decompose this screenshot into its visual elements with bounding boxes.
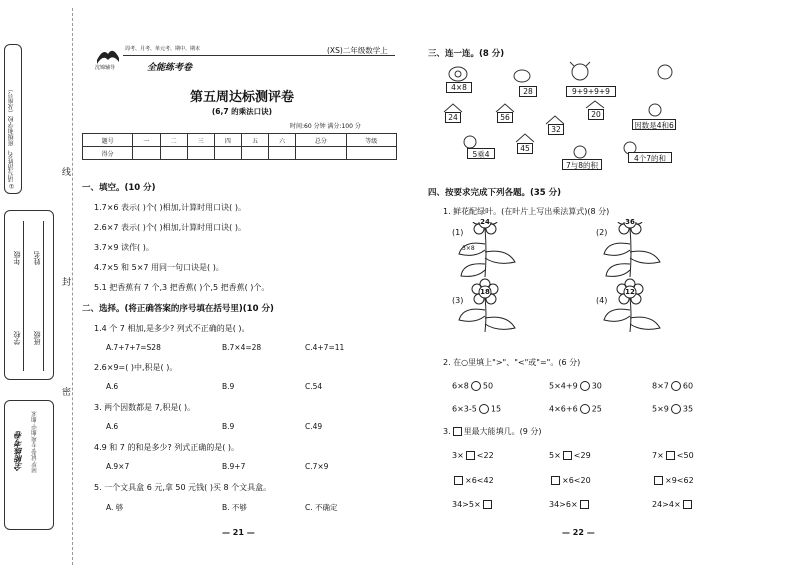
flower-4-label: (4) bbox=[596, 296, 608, 305]
brand-side-text: 全能练考卷 bbox=[14, 431, 23, 471]
leaf-icon bbox=[606, 264, 630, 277]
bird-icon bbox=[658, 65, 672, 79]
fill-box[interactable] bbox=[580, 500, 589, 509]
compare-circle[interactable] bbox=[479, 404, 489, 414]
fill-box[interactable] bbox=[683, 500, 692, 509]
header-tagline: 周考、月考、单元考、期中、期末 bbox=[125, 46, 201, 52]
choice-option-c[interactable]: C.54 bbox=[305, 382, 323, 391]
match-house-56[interactable]: 56 bbox=[497, 112, 513, 123]
q4-1-stem: 1. 鲜花配绿叶。(在叶片上写出乘法算式)(8 分) bbox=[443, 207, 610, 216]
choice-option-c[interactable]: C. 不确定 bbox=[305, 503, 338, 512]
fill-item: 34>6× bbox=[549, 500, 591, 509]
fill-item: ×6<42 bbox=[452, 476, 494, 485]
section-4-heading: 四、按要求完成下列各题。(35 分) bbox=[428, 188, 562, 198]
leaf-icon bbox=[630, 317, 660, 329]
flower-1-value: 24 bbox=[480, 218, 490, 226]
choice-question-4: 4.9 和 7 的和是多少? 列式正确的是( )。 bbox=[94, 443, 240, 452]
duck-icon bbox=[464, 136, 476, 148]
score-cell[interactable] bbox=[296, 147, 346, 160]
match-house-24[interactable]: 24 bbox=[445, 112, 461, 123]
square-icon bbox=[453, 427, 462, 436]
choice-option-c[interactable]: C.7×9 bbox=[305, 462, 329, 471]
leaf-icon bbox=[459, 309, 485, 321]
student-info-box bbox=[4, 210, 54, 380]
match-card-factors[interactable]: 因数是4和6 bbox=[632, 119, 676, 130]
score-header-cell: 等级 bbox=[346, 134, 396, 147]
flower-3 bbox=[459, 279, 515, 332]
score-row-label: 得分 bbox=[83, 147, 133, 160]
score-header-cell: 总分 bbox=[296, 134, 346, 147]
fill-item: 34>5× bbox=[452, 500, 494, 509]
choice-option-c[interactable]: C.49 bbox=[305, 422, 323, 431]
score-cell[interactable] bbox=[133, 147, 160, 160]
fill-question-5: 5.1 把香蕉有 7 个,3 把香蕉( )个,5 把香蕉( )个。 bbox=[94, 283, 270, 292]
house-roof-icon bbox=[496, 104, 514, 112]
score-header-cell: 六 bbox=[269, 134, 296, 147]
score-table bbox=[82, 133, 397, 160]
leaf-icon bbox=[485, 317, 515, 329]
fill-box[interactable] bbox=[483, 500, 492, 509]
grade-label: 年级 bbox=[13, 251, 21, 265]
choice-option-b[interactable]: B.9 bbox=[222, 422, 235, 431]
header-brand: 全能练考卷 bbox=[147, 63, 193, 73]
choice-option-a[interactable]: A.6 bbox=[106, 422, 119, 431]
school-label: 学校 bbox=[13, 331, 21, 345]
tagline-side-text: 同步·试卷·专项·期中·期末 bbox=[32, 411, 38, 473]
match-card-top-2[interactable]: 28 bbox=[519, 86, 537, 97]
choice-option-a[interactable]: A.6 bbox=[106, 382, 119, 391]
chick-icon bbox=[514, 70, 530, 82]
house-roof-icon bbox=[516, 134, 534, 142]
score-header-cell: 四 bbox=[214, 134, 241, 147]
binding-dash-line bbox=[72, 8, 73, 565]
sidebar bbox=[0, 0, 72, 573]
match-card-bottom-1[interactable]: 5乘4 bbox=[467, 148, 495, 159]
fill-item: ×9<62 bbox=[652, 476, 694, 485]
section-2-heading: 二、选择。(将正确答案的序号填在括号里)(10 分) bbox=[82, 304, 274, 314]
choice-question-5: 5. 一个文具盒 6 元,拿 50 元钱( )买 8 个文具盒。 bbox=[94, 483, 272, 492]
choice-option-a[interactable]: A.7+7+7=S28 bbox=[106, 343, 161, 352]
class-field-line[interactable] bbox=[43, 221, 44, 371]
compare-circle[interactable] bbox=[671, 381, 681, 391]
section-1-heading: 一、填空。(10 分) bbox=[82, 183, 156, 193]
section-3-heading: 三、连一连。(8 分) bbox=[428, 49, 505, 59]
flower-4-value: 12 bbox=[625, 288, 635, 296]
fill-box[interactable] bbox=[666, 451, 675, 460]
choice-option-b[interactable]: B. 不够 bbox=[222, 503, 247, 512]
leaf-icon bbox=[461, 264, 485, 277]
flower-1-leaf-answer[interactable]: 3×8 bbox=[462, 245, 475, 252]
flower-2-value: 36 bbox=[625, 218, 635, 226]
fill-box[interactable] bbox=[454, 476, 463, 485]
dog-icon bbox=[572, 64, 588, 80]
compare-item: 8×7 60 bbox=[652, 381, 694, 391]
score-header-cell: 二 bbox=[160, 134, 187, 147]
brand-side-box bbox=[4, 400, 54, 530]
header bbox=[95, 44, 395, 73]
compare-circle[interactable] bbox=[471, 381, 481, 391]
fill-box[interactable] bbox=[563, 451, 572, 460]
leaf-icon bbox=[604, 243, 630, 255]
class-label: 班级 bbox=[33, 331, 41, 345]
compare-item: 6×3-5 15 bbox=[452, 404, 502, 414]
time-info: 时间:60 分钟 满分:100 分 bbox=[290, 123, 361, 130]
snail-icon bbox=[449, 67, 467, 81]
match-card-bottom-3[interactable]: 4个7的和 bbox=[628, 152, 672, 163]
fill-item: ×6<20 bbox=[549, 476, 591, 485]
fill-box[interactable] bbox=[654, 476, 663, 485]
choice-option-b[interactable]: B.7×4=28 bbox=[222, 343, 262, 352]
instructions-text: ①请写清姓名、班级和学校（及座号） bbox=[8, 86, 15, 189]
choice-option-b[interactable]: B.9 bbox=[222, 382, 235, 391]
fill-question-4: 4.7×5 和 5×7 用同一句口诀是( )。 bbox=[94, 263, 224, 272]
match-card-bottom-2[interactable]: 7与8的积 bbox=[562, 159, 602, 170]
logo-text: 沈锦辅导 bbox=[95, 65, 116, 71]
page-title: 第五周达标测评卷 bbox=[189, 90, 294, 105]
school-field-line[interactable] bbox=[23, 221, 24, 371]
house-roof-icon bbox=[546, 116, 564, 124]
choice-question-2: 2.6×9=( )中,积是( )。 bbox=[94, 363, 178, 372]
score-cell[interactable] bbox=[160, 147, 187, 160]
compare-item: 5×9 35 bbox=[652, 404, 694, 414]
flowers-illustration bbox=[455, 222, 755, 352]
house-roof-icon bbox=[586, 101, 604, 108]
fill-item: 5× <29 bbox=[549, 451, 591, 460]
score-header-cell: 题号 bbox=[83, 134, 133, 147]
rabbit-icon bbox=[649, 104, 661, 116]
compare-circle[interactable] bbox=[580, 404, 590, 414]
match-house-45[interactable]: 45 bbox=[517, 143, 533, 154]
match-card-top-1[interactable]: 4×8 bbox=[446, 82, 472, 93]
houses-illustration bbox=[440, 100, 680, 180]
match-house-32[interactable]: 32 bbox=[548, 124, 564, 135]
instructions-box bbox=[4, 44, 22, 194]
fill-box[interactable] bbox=[466, 451, 475, 460]
choice-option-a[interactable]: A. 够 bbox=[106, 503, 124, 512]
score-cell[interactable] bbox=[346, 147, 396, 160]
leaf-icon bbox=[630, 251, 660, 263]
compare-item: 4×6+6 25 bbox=[549, 404, 602, 414]
page-number-left: — 21 — bbox=[222, 528, 255, 537]
score-cell[interactable] bbox=[187, 147, 214, 160]
choice-question-1: 1.4 个 7 相加,是多少? 列式不正确的是( )。 bbox=[94, 324, 250, 333]
score-cell[interactable] bbox=[214, 147, 241, 160]
binding-char-1: 线 bbox=[62, 168, 72, 178]
fill-item: 24>4× bbox=[652, 500, 694, 509]
q4-3-stem: 3. 里最大能填几。(9 分) bbox=[443, 427, 542, 436]
flower-2-label: (2) bbox=[596, 228, 608, 237]
house-roof-icon bbox=[444, 104, 462, 112]
compare-circle[interactable] bbox=[671, 404, 681, 414]
fill-question-2: 2.6×7 表示( )个( )相加,计算时用口诀( )。 bbox=[94, 223, 246, 232]
choice-question-3: 3. 两个因数都是 7,积是( )。 bbox=[94, 403, 196, 412]
animals-top-illustration bbox=[440, 60, 700, 88]
fill-box[interactable] bbox=[551, 476, 560, 485]
score-header-cell: 三 bbox=[187, 134, 214, 147]
score-header-cell: 五 bbox=[241, 134, 268, 147]
fill-item: 7× <50 bbox=[652, 451, 694, 460]
compare-item: 6×8 50 bbox=[452, 381, 494, 391]
binding-char-2: 封 bbox=[62, 278, 72, 288]
match-card-top-3[interactable]: 9+9+9+9 bbox=[566, 86, 616, 97]
page-subtitle: (6,7 的乘法口诀) bbox=[211, 107, 273, 116]
course-label: (XS)二年级数学上 bbox=[327, 46, 388, 55]
fill-question-3: 3.7×9 读作( )。 bbox=[94, 243, 154, 252]
compare-circle[interactable] bbox=[580, 381, 590, 391]
leaf-icon bbox=[485, 251, 515, 263]
choice-option-b[interactable]: B.9+7 bbox=[222, 462, 246, 471]
flower-3-label: (3) bbox=[452, 296, 464, 305]
leaf-icon bbox=[604, 309, 630, 321]
fill-question-1: 1.7×6 表示( )个( )相加,计算时用口诀( )。 bbox=[94, 203, 246, 212]
score-header-cell: 一 bbox=[133, 134, 160, 147]
flower-3-value: 18 bbox=[480, 288, 490, 296]
page-number-right: — 22 — bbox=[562, 528, 595, 537]
binding-char-3: 密 bbox=[62, 388, 72, 398]
flower-2 bbox=[604, 222, 660, 277]
choice-option-c[interactable]: C.4+7=11 bbox=[305, 343, 345, 352]
flower-4 bbox=[604, 279, 660, 332]
match-house-20[interactable]: 20 bbox=[588, 109, 604, 120]
fill-item: 3× <22 bbox=[452, 451, 494, 460]
flower-1-label: (1) bbox=[452, 228, 464, 237]
q4-2-stem: 2. 在○里填上">"、"<"或"="。(6 分) bbox=[443, 358, 581, 367]
logo-book-icon bbox=[95, 44, 121, 66]
cat-icon bbox=[574, 146, 586, 158]
score-cell[interactable] bbox=[241, 147, 268, 160]
score-cell[interactable] bbox=[269, 147, 296, 160]
choice-option-a[interactable]: A.9×7 bbox=[106, 462, 130, 471]
name-label: 姓名 bbox=[33, 251, 41, 265]
compare-item: 5×4+9 30 bbox=[549, 381, 602, 391]
